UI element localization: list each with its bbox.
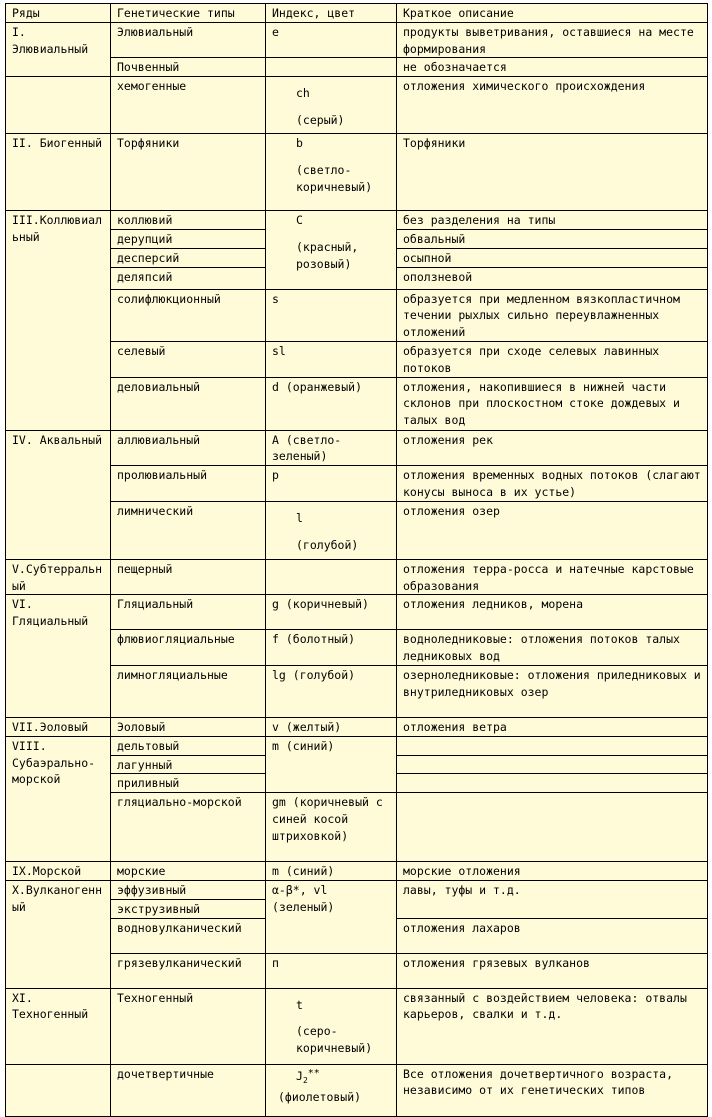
series-cell: IX.Морской — [6, 862, 111, 881]
type-cell: Эоловый — [111, 717, 266, 736]
series-cell: XI. Техногенный — [6, 988, 111, 1064]
type-cell: приливный — [111, 774, 266, 793]
type-cell: коллювий — [111, 211, 266, 230]
index-cell: п — [266, 953, 397, 988]
description-cell — [397, 793, 708, 862]
description-cell: водноледниковые: отложения потоков талых ледниковых вод — [397, 630, 708, 666]
index-cell: е — [266, 22, 397, 58]
description-cell: отложения ветра — [397, 717, 708, 736]
index-cell — [266, 501, 397, 559]
type-cell: солифлюкционный — [111, 289, 266, 341]
description-cell — [397, 736, 708, 755]
series-cell — [6, 77, 111, 134]
index-color: (красный, розовый) — [296, 239, 359, 271]
index-cell: sl — [266, 341, 397, 377]
table-row — [6, 1064, 708, 1116]
type-cell: флювиогляциальные — [111, 630, 266, 666]
table-row — [6, 22, 708, 58]
index-cell: m (синий) — [266, 862, 397, 881]
description-cell: отложения рек — [397, 430, 708, 466]
description-cell: не обозначается — [397, 58, 708, 77]
table-row — [6, 77, 708, 134]
type-cell: лимнический — [111, 501, 266, 559]
description-cell: образуется при медленном вязкопластичном течении рыхлых сильно переувлажненных отложений — [397, 289, 708, 341]
index-cell: α-β*, vl (зеленый) — [266, 880, 397, 953]
index-color: (серо-коричневый) — [296, 1024, 373, 1056]
series-cell: VII.Эоловый — [6, 717, 111, 736]
table-row — [6, 211, 708, 230]
description-cell: без разделения на типы — [397, 211, 708, 230]
index-cell — [266, 988, 397, 1064]
table-row — [6, 793, 708, 862]
table-row — [6, 341, 708, 377]
type-cell: морские — [111, 862, 266, 881]
table-row — [6, 736, 708, 755]
table-row — [6, 134, 708, 211]
index-color: (светло-коричневый) — [296, 162, 373, 194]
description-cell — [397, 774, 708, 793]
series-cell: IV. Аквальный — [6, 430, 111, 559]
type-cell: экструзивный — [111, 899, 266, 918]
description-cell: обвальный — [397, 229, 708, 248]
index-cell: lg (голубой) — [266, 665, 397, 717]
table-row — [6, 58, 708, 77]
type-cell: лимногляциальные — [111, 665, 266, 717]
table-row — [6, 717, 708, 736]
table-row — [6, 880, 708, 899]
type-cell: пещерный — [111, 559, 266, 595]
genetic-types-table — [5, 3, 708, 1117]
series-cell: V.Субтерральный — [6, 559, 111, 595]
index-color: (голубой) — [296, 537, 359, 552]
type-cell: хемогенные — [111, 77, 266, 134]
index-cell: m (синий) — [266, 736, 397, 792]
description-cell: продукты выветривания, оставшиеся на месте формирования — [397, 22, 708, 58]
series-cell: I. Элювиальный — [6, 22, 111, 76]
type-cell: деловиальный — [111, 377, 266, 430]
description-cell: Все отложения дочетвертичного возраста, независимо от их генетических типов — [397, 1064, 708, 1116]
index-cell — [266, 58, 397, 77]
description-cell: морские отложения — [397, 862, 708, 881]
description-cell: отложения лахаров — [397, 918, 708, 953]
index-color: (серый) — [296, 112, 345, 127]
type-cell: десперсий — [111, 248, 266, 267]
description-cell: отложения химического происхождения — [397, 77, 708, 134]
table-row — [6, 430, 708, 466]
header-row — [6, 4, 708, 23]
table-row — [6, 501, 708, 559]
type-cell: деляпсий — [111, 267, 266, 289]
type-cell: дельтовый — [111, 736, 266, 755]
table-row — [6, 953, 708, 988]
description-cell: лавы, туфы и т.д. — [397, 880, 708, 918]
index-code: l — [296, 510, 303, 525]
description-cell: связанный с воздействием человека: отвалы карьеров, свалки и т.д. — [397, 988, 708, 1064]
description-cell: отложения, накопившиеся в нижней части склонов при плоскостном стоке дождевых и талых вод — [397, 377, 708, 430]
index-subscript: 2 — [302, 1075, 308, 1085]
index-cell — [266, 77, 397, 134]
table-row — [6, 559, 708, 595]
header-genetic-types: Генетические типы — [111, 4, 266, 23]
type-cell: Торфяники — [111, 134, 266, 211]
index-main: J — [296, 1068, 303, 1083]
description-cell: образуется при сходе селевых лавинных потоков — [397, 341, 708, 377]
description-cell — [397, 755, 708, 774]
table-row — [6, 988, 708, 1064]
table-row — [6, 595, 708, 630]
description-cell: отложения ледников, морена — [397, 595, 708, 630]
description-cell: оползневой — [397, 267, 708, 289]
type-cell: Техногенный — [111, 988, 266, 1064]
header-description: Краткое описание — [397, 4, 708, 23]
description-cell: отложения терра-росса и натечные карстовые образования — [397, 559, 708, 595]
type-cell: Гляциальный — [111, 595, 266, 630]
table-row — [6, 862, 708, 881]
type-cell: пролювиальный — [111, 466, 266, 502]
index-cell: s — [266, 289, 397, 341]
type-cell: эффузивный — [111, 880, 266, 899]
index-code: ch — [296, 86, 310, 101]
series-cell: VIII. Субаэрально-морской — [6, 736, 111, 861]
index-cell: р — [266, 466, 397, 502]
type-cell: водновулканический — [111, 918, 266, 953]
description-cell: отложения грязевых вулканов — [397, 953, 708, 988]
index-color: (фиолетовый) — [278, 1090, 362, 1105]
index-cell — [266, 134, 397, 211]
type-cell: Элювиальный — [111, 22, 266, 58]
table-row — [6, 665, 708, 717]
series-cell: X.Вулканогенный — [6, 880, 111, 988]
type-cell: дочетвертичные — [111, 1064, 266, 1116]
type-cell: гляциально-морской — [111, 793, 266, 862]
index-cell — [266, 1064, 397, 1116]
series-cell: II. Биогенный — [6, 134, 111, 211]
table-row — [6, 377, 708, 430]
index-code — [272, 1066, 390, 1090]
header-index-color: Индекс, цвет — [266, 4, 397, 23]
description-cell: отложения озер — [397, 501, 708, 559]
index-cell: A (светло-зеленый) — [266, 430, 397, 466]
index-cell: d (оранжевый) — [266, 377, 397, 430]
type-cell: селевый — [111, 341, 266, 377]
series-cell: VI. Гляциальный — [6, 595, 111, 718]
table-row — [6, 289, 708, 341]
description-cell: озерноледниковые: отложения приледниковых и внутриледниковых озер — [397, 665, 708, 717]
index-cell: f (болотный) — [266, 630, 397, 666]
description-cell: осыпной — [397, 248, 708, 267]
header-series: Ряды — [6, 4, 111, 23]
index-cell: gm (коричневый с синей косой штриховкой) — [266, 793, 397, 862]
index-cell — [266, 559, 397, 595]
index-code: C — [296, 213, 303, 228]
index-cell — [266, 211, 397, 289]
series-cell: III.Коллювиальный — [6, 211, 111, 430]
type-cell: дерупций — [111, 229, 266, 248]
index-superscript: ** — [307, 1067, 320, 1079]
table-row — [6, 630, 708, 666]
index-code: b — [296, 136, 303, 151]
description-cell: отложения временных водных потоков (слагают конусы выноса в их устье) — [397, 466, 708, 502]
series-cell — [6, 1064, 111, 1116]
index-code: t — [296, 997, 303, 1012]
index-cell: g (коричневый) — [266, 595, 397, 630]
description-cell: Торфяники — [397, 134, 708, 211]
type-cell: аллювиальный — [111, 430, 266, 466]
index-cell: v (желтый) — [266, 717, 397, 736]
type-cell: лагунный — [111, 755, 266, 774]
type-cell: Почвенный — [111, 58, 266, 77]
table-row — [6, 466, 708, 502]
type-cell: грязевулканический — [111, 953, 266, 988]
